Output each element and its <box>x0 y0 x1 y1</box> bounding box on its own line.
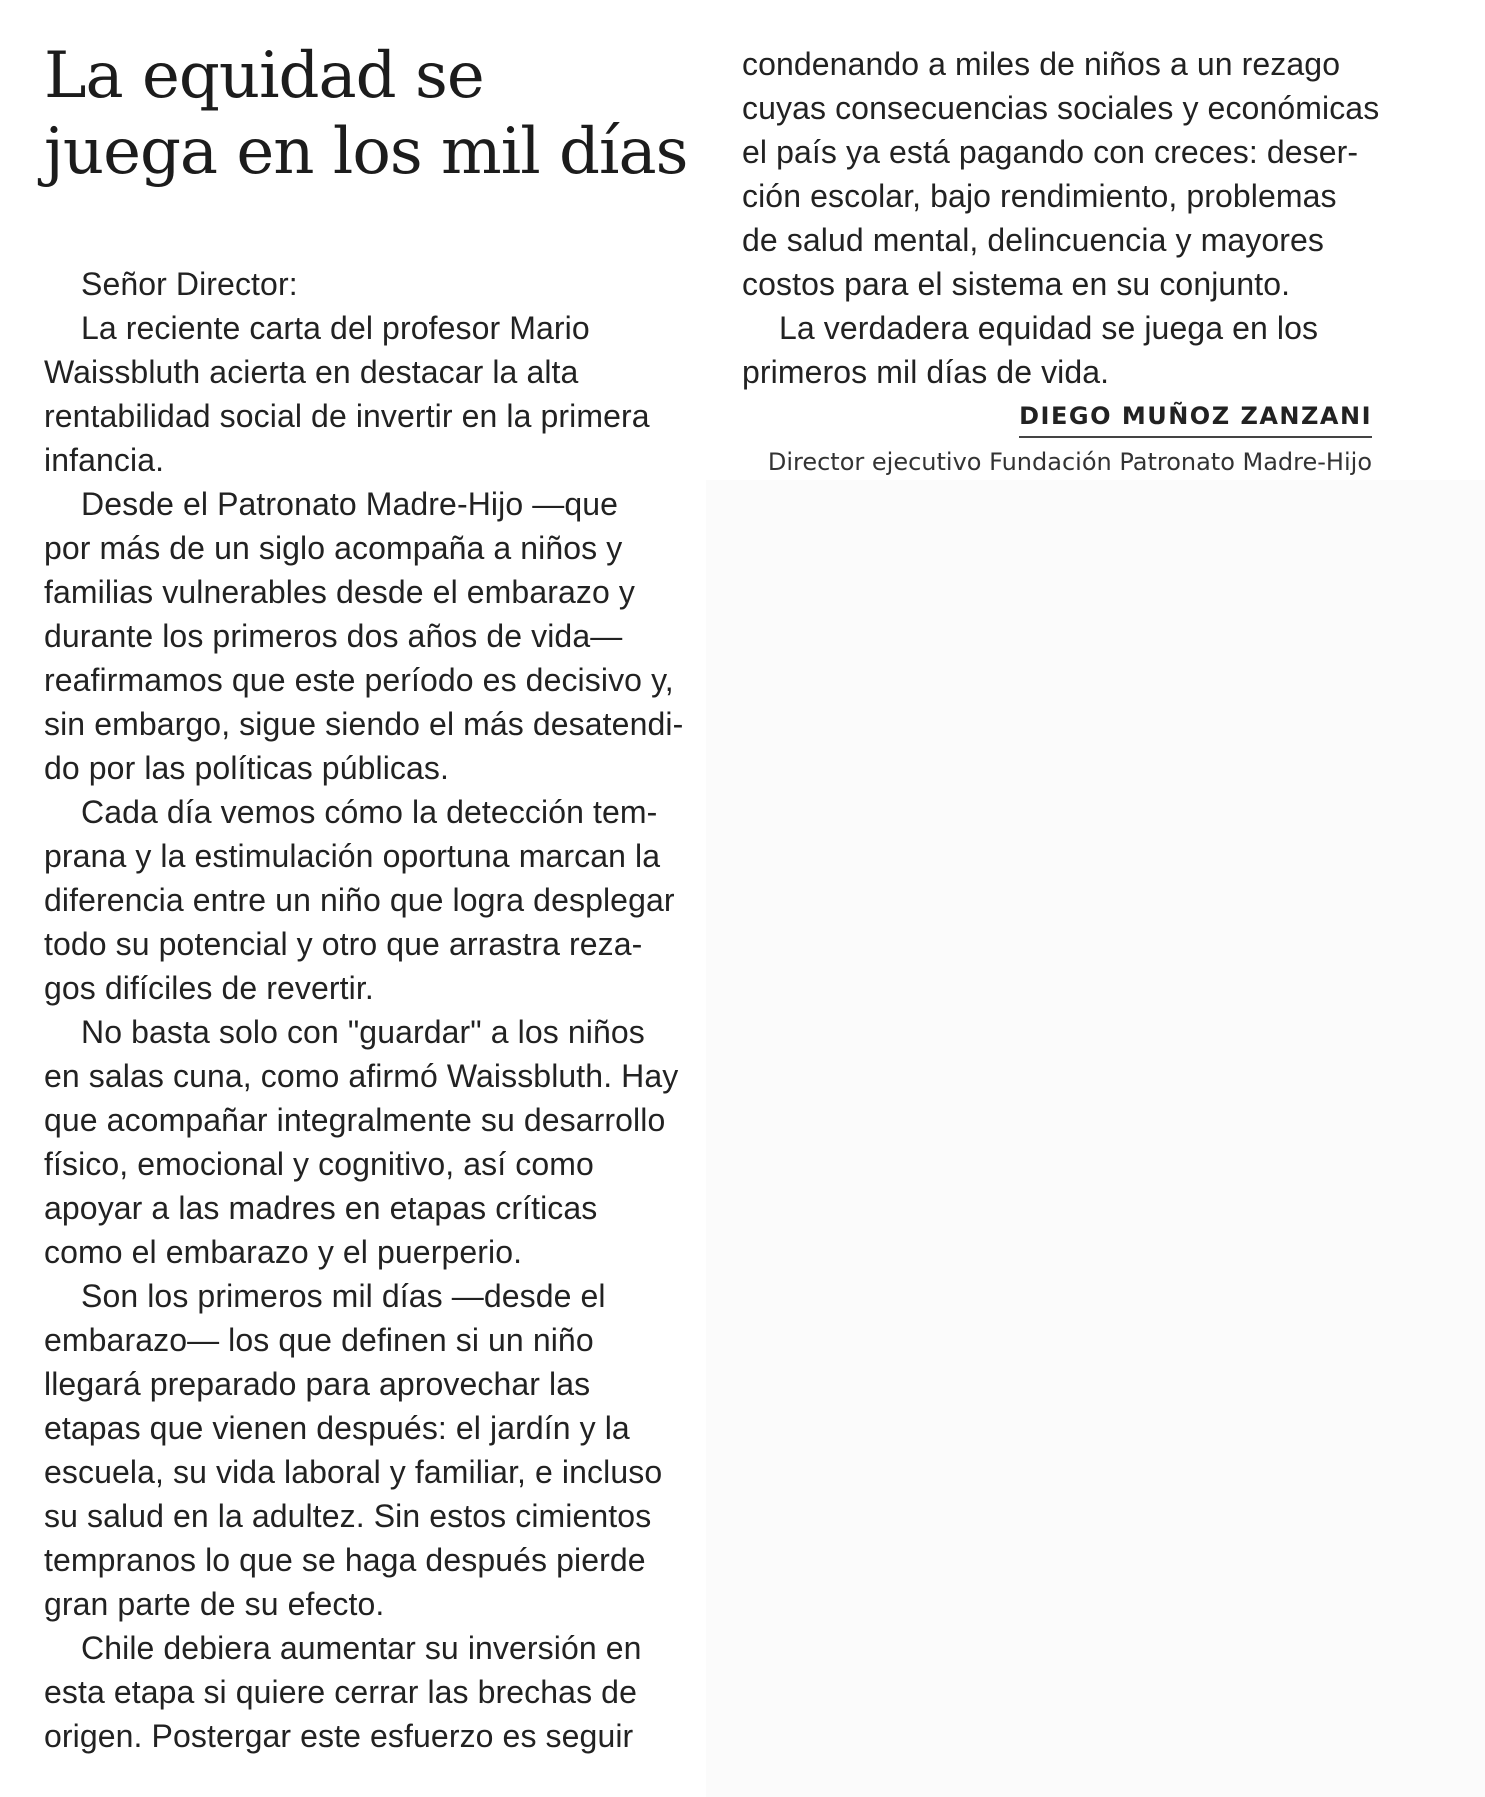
text-line: como el embarazo y el puerperio. <box>44 1234 523 1270</box>
background-panel <box>706 480 1485 1797</box>
text-line: etapas que vienen después: el jardín y la <box>44 1410 630 1446</box>
text-line: tempranos lo que se haga después pierde <box>44 1542 646 1578</box>
text-line: durante los primeros dos años de vida— <box>44 618 623 654</box>
text-line: condenando a miles de niños a un rezago <box>742 46 1341 82</box>
paragraph <box>44 306 684 482</box>
text-line: todo su potencial y otro que arrastra reza- <box>44 926 643 962</box>
text-line: escuela, su vida laboral y familiar, e incluso <box>44 1454 663 1490</box>
text-line: esta etapa si quiere cerrar las brechas de <box>44 1674 637 1710</box>
text-line: gos difíciles de revertir. <box>44 970 374 1006</box>
text-line: La reciente carta del profesor Mario <box>81 310 590 346</box>
text-line: apoyar a las madres en etapas críticas <box>44 1190 598 1226</box>
text-line: gran parte de su efecto. <box>44 1586 385 1622</box>
text-line: cuyas consecuencias sociales y económicas <box>742 90 1380 126</box>
text-line: Son los primeros mil días —desde el <box>81 1278 606 1314</box>
text-line: reafirmamos que este período es decisivo y, <box>44 662 674 698</box>
left-column <box>44 0 688 1758</box>
text-line: de salud mental, delincuencia y mayores <box>742 222 1324 258</box>
paragraph <box>44 1274 684 1626</box>
author-title: Director ejecutivo Fundación Patronato Madre-Hijo <box>767 448 1372 476</box>
text-line: costos para el sistema en su conjunto. <box>742 266 1291 302</box>
text-line: que acompañar integralmente su desarrollo <box>44 1102 666 1138</box>
text-line: sin embargo, sigue siendo el más desatendi- <box>44 706 684 742</box>
text-line: físico, emocional y cognitivo, así como <box>44 1146 594 1182</box>
text-line: origen. Postergar este esfuerzo es seguir <box>44 1718 634 1754</box>
text-line: Cada día vemos cómo la detección tem- <box>81 794 658 830</box>
text-line: diferencia entre un niño que logra desplegar <box>44 882 675 918</box>
text-line: Waissbluth acierta en destacar la alta <box>44 354 579 390</box>
paragraph <box>742 42 1380 306</box>
paragraph <box>44 1010 684 1274</box>
paragraph <box>44 790 684 1010</box>
text-line: el país ya está pagando con creces: deser- <box>742 134 1359 170</box>
text-line: Chile debiera aumentar su inversión en <box>81 1630 642 1666</box>
text-line: en salas cuna, como afirmó Waissbluth. Hay <box>44 1058 679 1094</box>
closing-paragraph <box>742 306 1372 394</box>
continuation-paragraph <box>742 42 1380 306</box>
text-line: prana y la estimulación oportuna marcan la <box>44 838 661 874</box>
text-line: La verdadera equidad se juega en los <box>779 310 1319 346</box>
text-line: primeros mil días de vida. <box>742 354 1110 390</box>
text-line: do por las políticas públicas. <box>44 750 449 786</box>
right-column <box>742 42 1380 476</box>
text-line: por más de un siglo acompaña a niños y <box>44 530 623 566</box>
text-line: infancia. <box>44 442 165 478</box>
text-line: ción escolar, bajo rendimiento, problemas <box>742 178 1337 214</box>
paragraph <box>742 306 1372 394</box>
text-line: rentabilidad social de invertir en la primera <box>44 398 650 434</box>
paragraph <box>44 482 684 790</box>
headline-line: juega en los mil días <box>44 115 688 189</box>
letter-body-left <box>44 262 684 1758</box>
text-line: No basta solo con "guardar" a los niños <box>81 1014 645 1050</box>
author-name: DIEGO MUÑOZ ZANZANI <box>1019 402 1372 438</box>
signature-block <box>742 402 1372 476</box>
left-paragraphs <box>44 306 684 1758</box>
text-line: familias vulnerables desde el embarazo y <box>44 574 635 610</box>
text-line: llegará preparado para aprovechar las <box>44 1366 591 1402</box>
letter-body-right <box>742 42 1380 394</box>
text-line: embarazo— los que definen si un niño <box>44 1322 594 1358</box>
text-line: Desde el Patronato Madre-Hijo —que <box>81 486 619 522</box>
paragraph <box>44 1626 684 1758</box>
headline-line: La equidad se <box>44 39 484 113</box>
headline <box>44 0 688 190</box>
salutation: Señor Director: <box>81 266 298 302</box>
text-line: su salud en la adultez. Sin estos cimientos <box>44 1498 652 1534</box>
